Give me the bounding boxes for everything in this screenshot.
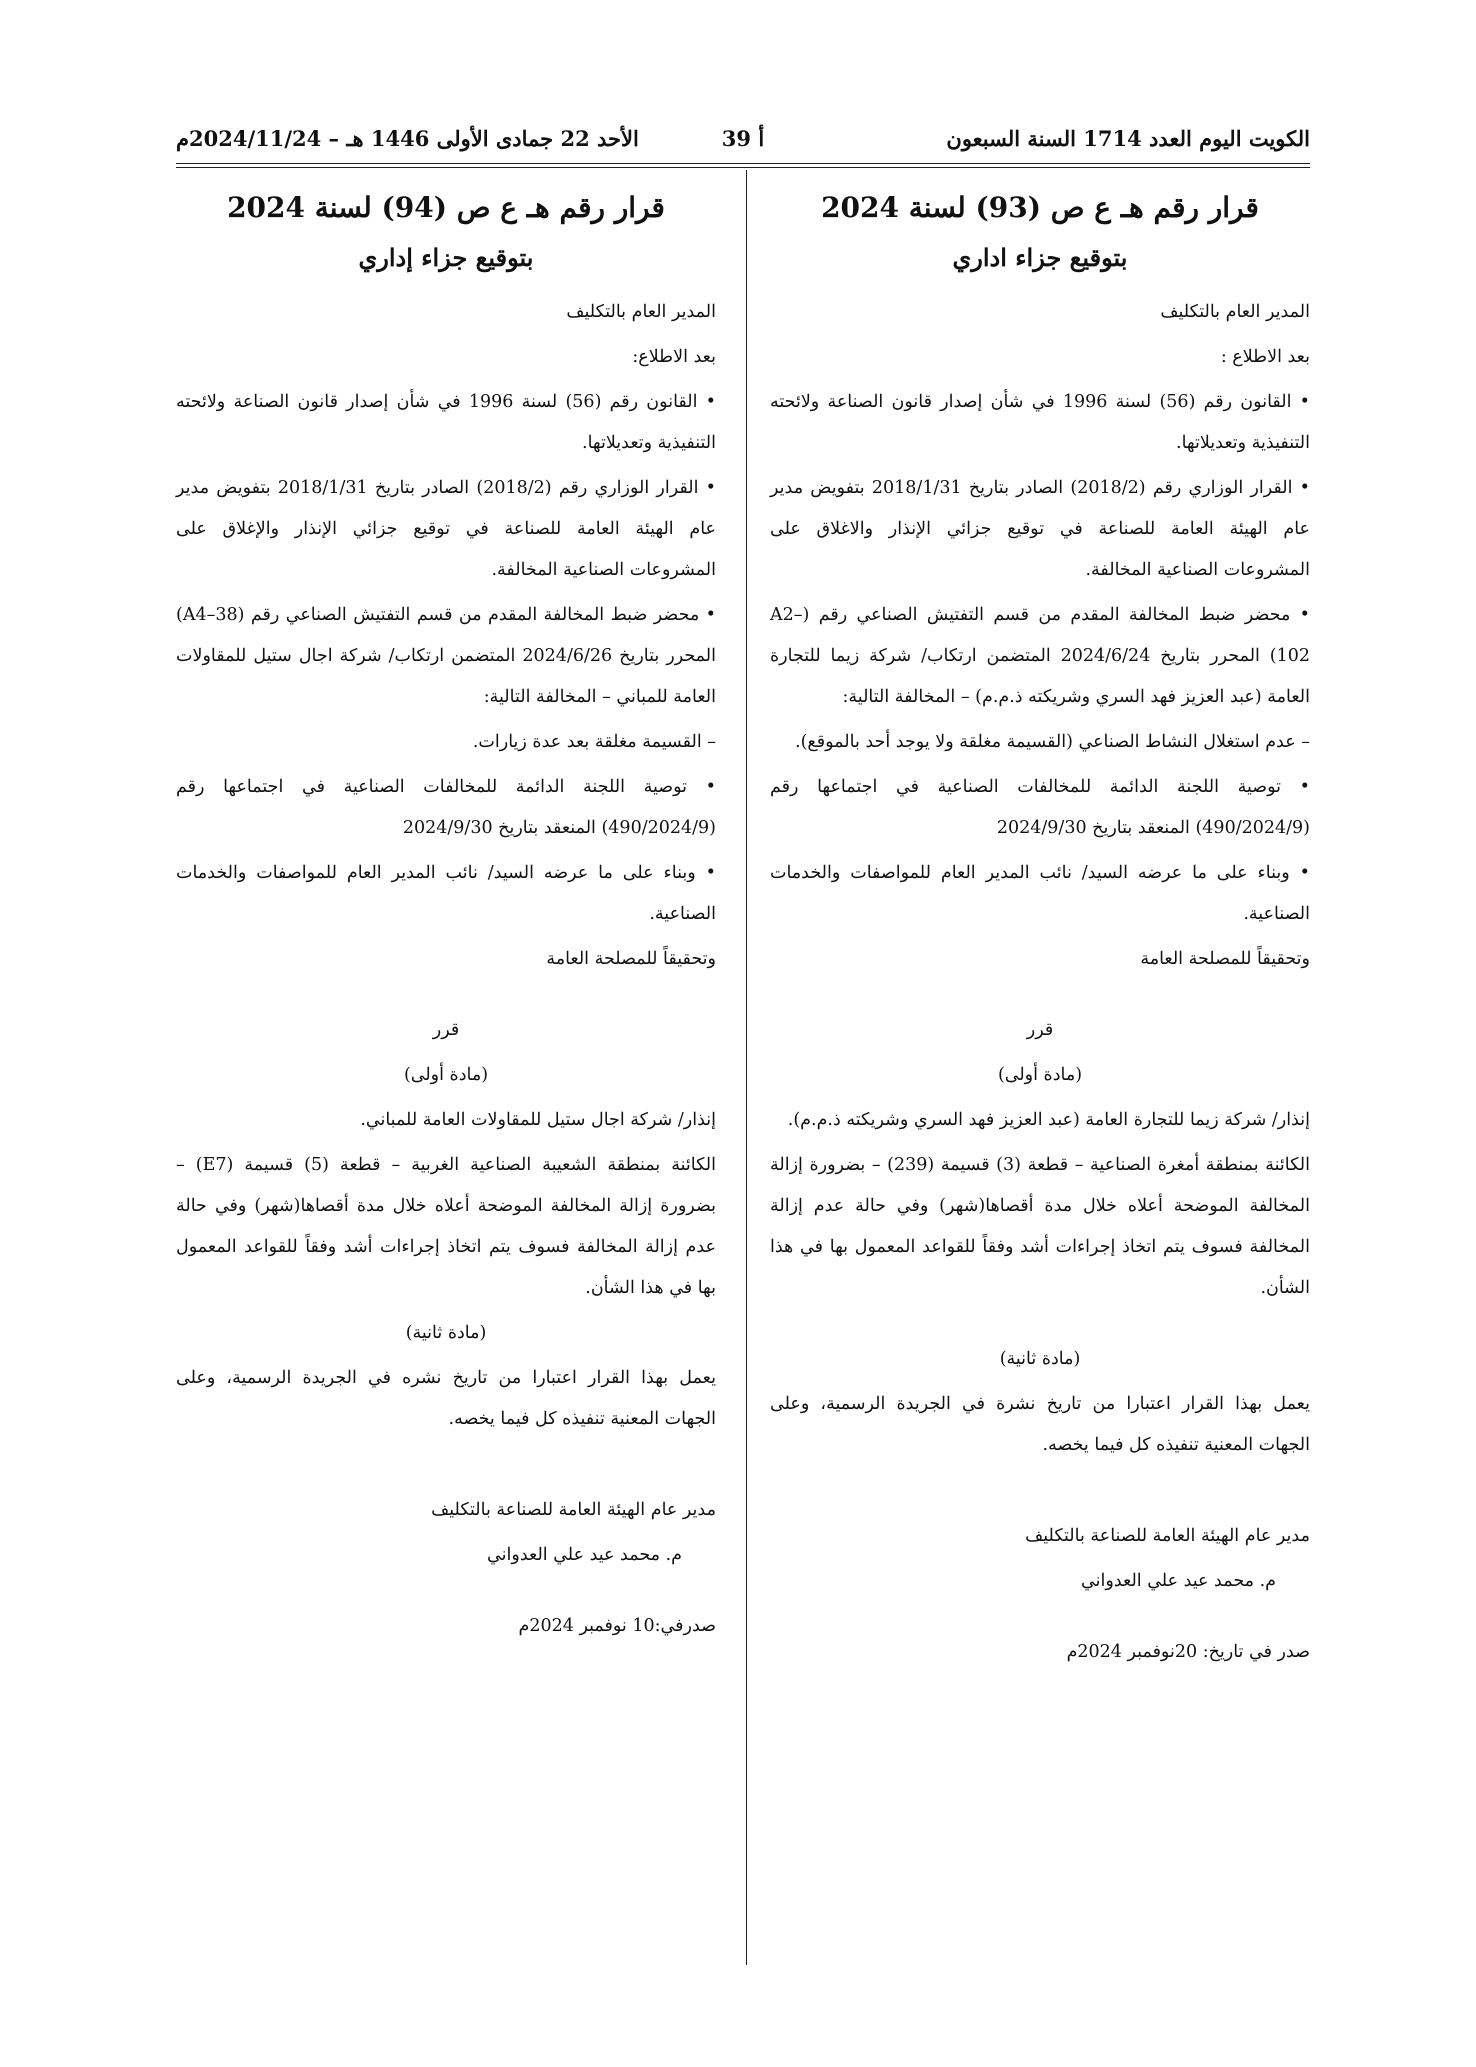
decision-93-title: قرار رقم هـ ع ص (93) لسنة 2024 <box>821 191 1259 224</box>
reference-committee-recommendation: • توصية اللجنة الدائمة للمخالفات الصناعية في اجتماعها رقم (490/2024/9) المنعقد بتاريخ 2024/9/30 <box>176 777 716 838</box>
signature-block <box>386 1490 716 1576</box>
signatory-title: مدير عام الهيئة العامة للصناعة بالتكليف <box>1025 1526 1310 1546</box>
violation-description: – عدم استغلال النشاط الصناعي (القسيمة مغلقة ولا يوجد أحد بالموقع). <box>795 732 1310 752</box>
decided-heading: قرر <box>1026 1020 1054 1040</box>
issuer-line: المدير العام بالتكليف <box>566 302 716 322</box>
signatory-name: م. محمد عيد علي العدواني <box>487 1545 682 1565</box>
article-two-heading: (مادة ثانية) <box>999 1349 1081 1369</box>
issue-date: صدر في تاريخ: 20نوفمبر 2024م <box>1066 1642 1310 1662</box>
decision-93-subtitle: بتوقيع جزاء اداري <box>952 243 1128 272</box>
column-divider <box>746 170 747 1965</box>
signatory-title: مدير عام الهيئة العامة للصناعة بالتكليف <box>431 1500 716 1520</box>
header-issue-info: الكويت اليوم العدد 1714 السنة السبعون <box>946 126 1310 151</box>
reference-violation-report: • محضر ضبط المخالفة المقدم من قسم التفتيش الصناعي رقم (A2–102) المحرر بتاريخ 2024/6/24 المتضمن ارتكاب/ شركة زيما للتجارة العامة (عبد العزيز فهد السري وشريكته ذ.م.م) – المخالفة التالية: <box>770 605 1310 707</box>
header-divider <box>176 163 1310 168</box>
article-one-heading: (مادة أولى) <box>997 1065 1083 1085</box>
decided-heading: قرر <box>432 1020 460 1040</box>
page-header <box>176 120 1310 164</box>
reference-ministerial-decision: • القرار الوزاري رقم (2018/2) الصادر بتاريخ 2018/1/31 بتفويض مدير عام الهيئة العامة للصناعة في توقيع جزائي الإنذار والاغلاق على المشروعات الصناعية المخالفة. <box>770 478 1310 580</box>
location-and-deadline: الكائنة بمنطقة أمغرة الصناعية – قطعة (3) قسيمة (239) – بضرورة إزالة المخالفة الموضحة أعلاه خلال مدة أقصاها(شهر) وفي حالة عدم إزالة المخالفة فسوف يتم اتخاذ إجراءات أشد وفقاً للقواعد المعمول بها في هذا الشأن. <box>770 1155 1310 1298</box>
article-two-heading: (مادة ثانية) <box>405 1323 487 1343</box>
signature-block <box>980 1516 1310 1602</box>
decision-94-column <box>176 178 716 1651</box>
after-review-line: بعد الاطلاع : <box>1220 347 1310 367</box>
after-review-line: بعد الاطلاع: <box>632 347 716 367</box>
effective-clause: يعمل بهذا القرار اعتبارا من تاريخ نشره في الجريدة الرسمية، وعلى الجهات المعنية تنفيذه كل فيما يخصه. <box>176 1368 716 1429</box>
public-interest-line: وتحقيقاً للمصلحة العامة <box>1140 949 1310 969</box>
reference-deputy-presentation: • وبناء على ما عرضه السيد/ نائب المدير العام للمواصفات والخدمات الصناعية. <box>770 863 1310 924</box>
issuer-line: المدير العام بالتكليف <box>1160 302 1310 322</box>
reference-deputy-presentation: • وبناء على ما عرضه السيد/ نائب المدير العام للمواصفات والخدمات الصناعية. <box>176 863 716 924</box>
article-one-heading: (مادة أولى) <box>403 1065 489 1085</box>
header-date: الأحد 22 جمادى الأولى 1446 هـ – 2024/11/24م <box>176 126 639 151</box>
decision-93-column <box>770 178 1310 1677</box>
decision-94-subtitle: بتوقيع جزاء إداري <box>358 243 534 272</box>
location-and-deadline: الكائنة بمنطقة الشعيبة الصناعية الغربية – قطعة (5) قسيمة (E7) – بضرورة إزالة المخالفة الموضحة أعلاه خلال مدة أقصاها(شهر) وفي حالة عدم إزالة المخالفة فسوف يتم اتخاذ إجراءات أشد وفقاً للقواعد المعمول بها في هذا الشأن. <box>176 1155 716 1298</box>
warning-text: إنذار/ شركة اجال ستيل للمقاولات العامة للمباني. <box>360 1110 716 1130</box>
issue-date: صدرفي:10 نوفمبر 2024م <box>518 1616 716 1636</box>
violation-description: – القسيمة مغلقة بعد عدة زيارات. <box>472 732 716 752</box>
header-page-number: أ 39 <box>721 126 765 151</box>
public-interest-line: وتحقيقاً للمصلحة العامة <box>546 949 716 969</box>
effective-clause: يعمل بهذا القرار اعتبارا من تاريخ نشرة في الجريدة الرسمية، وعلى الجهات المعنية تنفيذه كل فيما يخصه. <box>770 1394 1310 1455</box>
reference-committee-recommendation: • توصية اللجنة الدائمة للمخالفات الصناعية في اجتماعها رقم (490/2024/9) المنعقد بتاريخ 2024/9/30 <box>770 777 1310 838</box>
reference-law: • القانون رقم (56) لسنة 1996 في شأن إصدار قانون الصناعة ولائحته التنفيذية وتعديلاتها. <box>770 392 1310 453</box>
reference-law: • القانون رقم (56) لسنة 1996 في شأن إصدار قانون الصناعة ولائحته التنفيذية وتعديلاتها. <box>176 392 716 453</box>
decision-94-title: قرار رقم هـ ع ص (94) لسنة 2024 <box>227 191 665 224</box>
reference-violation-report: • محضر ضبط المخالفة المقدم من قسم التفتيش الصناعي رقم (A4–38) المحرر بتاريخ 2024/6/26 المتضمن ارتكاب/ شركة اجال ستيل للمقاولات العامة للمباني – المخالفة التالية: <box>176 605 716 707</box>
signatory-name: م. محمد عيد علي العدواني <box>1081 1571 1276 1591</box>
reference-ministerial-decision: • القرار الوزاري رقم (2018/2) الصادر بتاريخ 2018/1/31 بتفويض مدير عام الهيئة العامة للصناعة في توقيع جزائي الإنذار والإغلاق على المشروعات الصناعية المخالفة. <box>176 478 716 580</box>
warning-text: إنذار/ شركة زيما للتجارة العامة (عبد العزيز فهد السري وشريكته ذ.م.م). <box>787 1110 1310 1130</box>
